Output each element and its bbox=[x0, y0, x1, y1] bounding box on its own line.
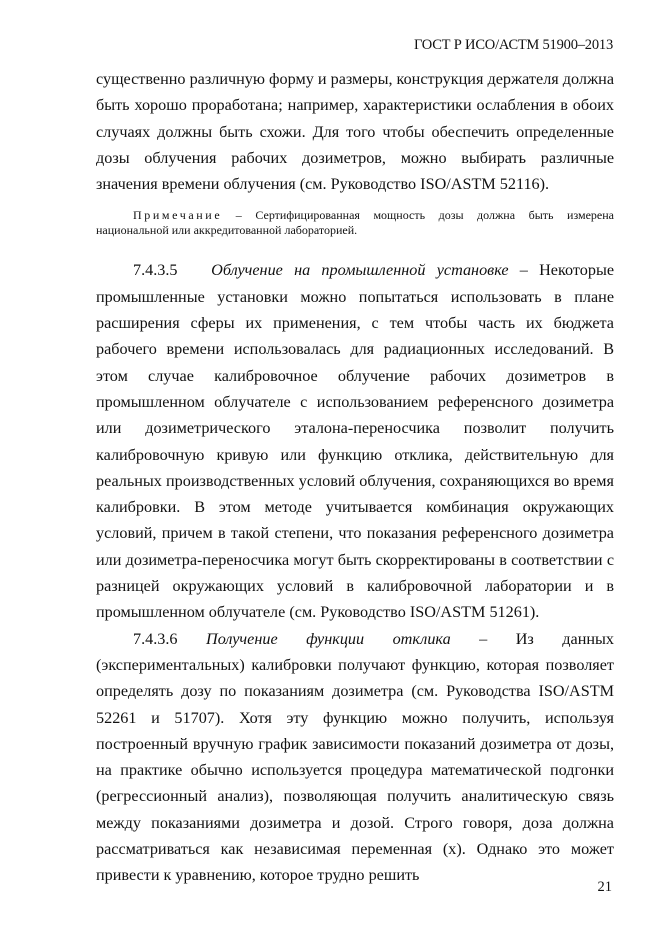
note-dash: – bbox=[222, 208, 256, 223]
note-label: Примечание bbox=[133, 208, 223, 223]
section-number: 7.4.3.6 bbox=[133, 629, 178, 648]
paragraph-continued: существенно различную форму и размеры, конструкция держателя должна быть хорошо проработана; например, характеристики ослабления в обоих случаях должны быть схожи. Для того чтобы обеспечить определенные дозы облучения рабочих дозиметров, можно выбирать различные значения времени облучения (см. Руководство ISO/ASTM 52116). bbox=[96, 70, 614, 194]
section-dash: – bbox=[508, 261, 540, 280]
note bbox=[96, 208, 614, 238]
section-dash: – bbox=[450, 629, 516, 648]
document-header-code: ГОСТ Р ИСО/АСТМ 51900–2013 bbox=[413, 37, 613, 53]
section-7-4-3-5 bbox=[96, 257, 614, 625]
section-text: Из данных (экспериментальных) калибровки получают функцию, которая позволяет определять дозу по показаниям дозиметра (см. Руководства ISO/ASTM 52261 и 51707). Хотя эту функцию можно получить, используя построенный вручную график зависимости показаний дозиметра от дозы, на практике обычно используется процедура математической подгонки (регрессионный анализ), позволяющая получить аналитическую связь между показаниями дозиметра и дозой. Строго говоря, доза должна рассматриваться как независимая переменная (x). Однако это может привести к уравнению, которое трудно решить bbox=[96, 629, 615, 885]
section-7-4-3-6 bbox=[96, 626, 614, 889]
section-title: Облучение на промышленной установке bbox=[211, 261, 509, 280]
page-number: 21 bbox=[597, 879, 612, 895]
document-body bbox=[96, 66, 614, 889]
section-title: Получение функции отклика bbox=[206, 629, 451, 648]
section-number: 7.4.3.5 bbox=[133, 261, 178, 280]
note-text: Сертифицированная мощность дозы должна быть измерена национальной или аккредитованной лабораторией. bbox=[96, 208, 615, 238]
section-text: Некоторые промышленные установки можно попытаться использовать в плане расширения сферы их применения, с тем чтобы часть их бюджета рабочего времени использовалась для радиационных исследований. В этом случае калибровочное облучение рабочих дозиметров в промышленном облучателе с использованием референсного дозиметра или дозиметрического эталона-переносчика позволит получить калибровочную кривую или функцию отклика, действительную для реальных производственных условий облучения, сохраняющихся во время калибровки. В этом методе учитывается комбинация окружающих условий, причем в такой степени, что показания референсного дозиметра или дозиметра-переносчика могут быть скорректированы в соответствии с разницей окружающих условий в калибровочной лаборатории и в промышленном облучателе (см. Руководство ISO/ASTM 51261). bbox=[96, 261, 614, 622]
